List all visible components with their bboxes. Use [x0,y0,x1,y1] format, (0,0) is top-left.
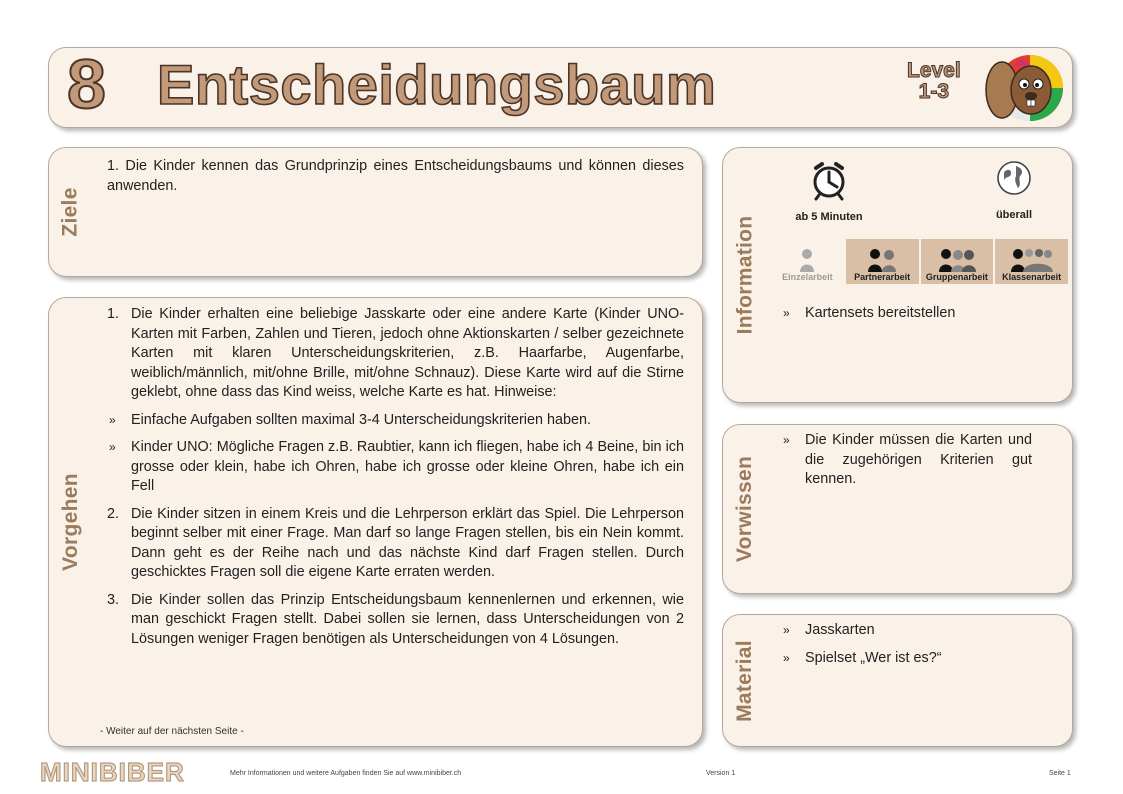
procedure-label: Vorgehen [59,473,83,571]
alarm-clock-icon [807,158,851,202]
two-persons-icon [865,248,899,272]
work-type-class: Klassenarbeit [995,239,1068,284]
procedure-step-3: 3. Die Kinder sollen das Prinzip Entscheidungsbaum kennenlernen und erkennen, wie man geschickt Fragen stellt. Dabei sollen sie lernen, dass Unterscheidungen von 2 Lösungen weniger Fragen benötigen als Unterscheidungen von 4 Lösungen. [107,591,684,647]
single-person-icon [797,248,817,272]
goals-panel [48,147,703,277]
work-type-individual: Einzelarbeit [771,239,844,284]
group-persons-icon [937,248,977,272]
information-label: Information [733,215,757,335]
location-text: überall [995,209,1033,221]
prior-knowledge-item: » Die Kinder müssen die Karten und die zugehörigen Kriterien gut kennen. [783,432,1032,487]
procedure-hint-1: » Einfache Aufgaben sollten maximal 3-4 Unterscheidungskriterien haben. [109,411,591,428]
prior-knowledge-panel [722,424,1073,594]
continue-note: - Weiter auf der nächsten Seite - [100,726,244,737]
material-item: » Jasskarten [783,622,875,638]
footer-page-number: Seite 1 [1049,770,1071,777]
procedure-step-2: 2. Die Kinder sitzen in einem Kreis und die Lehrperson erklärt das Spiel. Die Lehrperson beginnt selber mit einer Frage. Man darf so lange Fragen stellen, bis ein Nein kommt. Dann geht es der Reihe nach und das nächste Kind darf Fragen stellen. Durch geschicktes Fragen soll die eigene Karte erraten werden. [107,505,684,580]
procedure-step-1: 1. Die Kinder erhalten eine beliebige Jasskarte oder eine andere Karte (Kinder UNO-Karten mit Farben, Zahlen und Tieren, jedoch ohne Aktionskarten / selber gezeichnete Karten mit klaren Unterscheidungskriterien, z.B. Haarfarbe, Augenfarbe, weiblich/männlich, mit/ohne Brille, mit/ohne Schnauz). Diese Karte wird auf die Stirne geklebt, ohne dass das Kind weiss, welche Karte es hat. Hinweise: [107,306,684,400]
material-item: » Spielset „Wer ist es?“ [783,649,942,666]
procedure-hint-2: » Kinder UNO: Mögliche Fragen z.B. Raubtier, kann ich fliegen, habe ich 4 Beine, bin ich grosse oder klein, habe ich Ohren, habe ich grosse oder kleine Ohren, habe ich ein Fell [109,439,684,494]
work-type-group: Gruppenarbeit [921,239,994,284]
prior-knowledge-label: Vorwissen [733,455,756,563]
goals-label: Ziele [59,187,83,237]
level-range: 1-3 [918,80,950,103]
material-panel [722,614,1073,747]
level-label: Level [907,59,961,82]
page-title: Entscheidungsbaum [157,53,717,116]
duration-text: ab 5 Minuten [795,211,863,223]
footer-info: Mehr Informationen und weitere Aufgaben finden Sie auf www.minibiber.ch [230,770,462,777]
level-badge [907,60,961,102]
globe-icon [994,158,1034,198]
information-panel [722,147,1073,403]
title-banner [48,47,1073,128]
beaver-mascot-icon [984,52,1064,124]
work-type-strip [771,239,1068,284]
information-item: » Kartensets bereitstellen [783,305,956,321]
footer-version: Version 1 [706,770,736,777]
procedure-panel [48,297,703,747]
class-persons-icon [1010,248,1054,272]
material-label: Material [733,639,757,722]
minibiber-logo: MINIBIBER [40,757,185,787]
task-number: 8 [67,45,106,123]
goal-item: 1. Die Kinder kennen das Grundprinzip eines Entscheidungsbaums und können dieses anwenden. [107,158,684,194]
work-type-partner: Partnerarbeit [846,239,919,284]
